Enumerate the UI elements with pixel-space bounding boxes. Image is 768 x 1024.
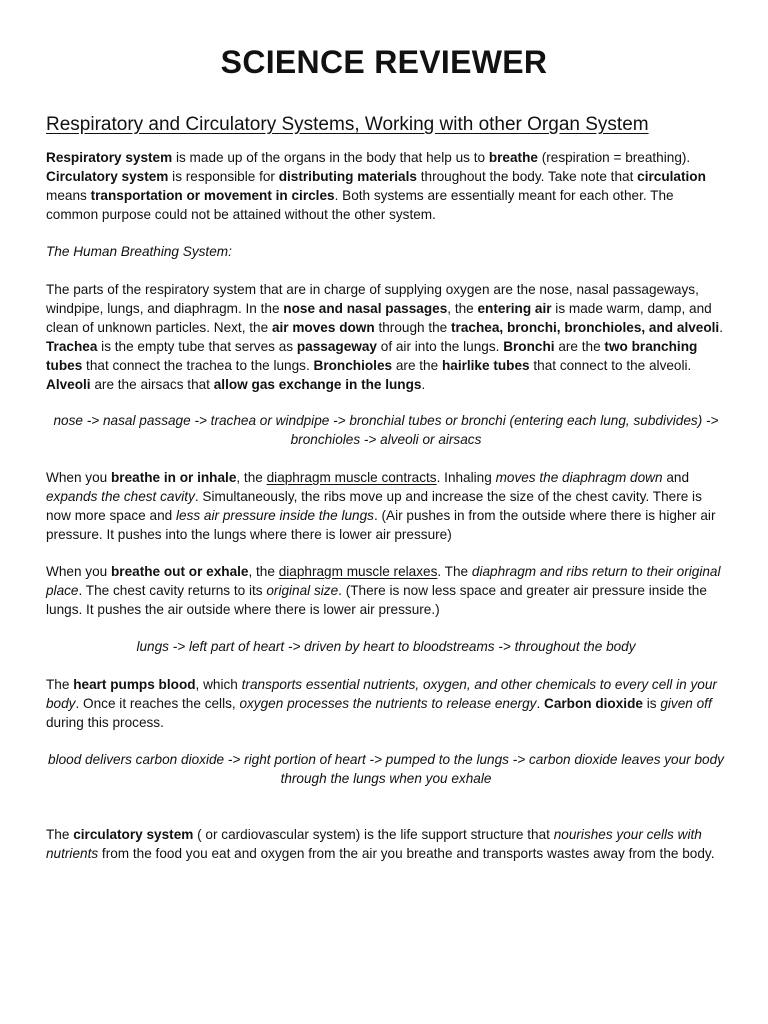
italic-text: original size xyxy=(266,583,339,598)
text-run: . The xyxy=(437,564,472,579)
text-run: . xyxy=(536,696,544,711)
carbon-dioxide-pathway-flow xyxy=(46,750,726,788)
bold-text: air moves down xyxy=(271,320,375,335)
text-run: is made up of the organs in the body that help us to xyxy=(172,150,489,165)
text-run: during this process. xyxy=(46,715,164,730)
text-run: of air into the lungs. xyxy=(376,339,504,354)
bold-text: entering air xyxy=(477,301,552,316)
text-run: . The chest cavity returns to its xyxy=(78,583,267,598)
air-pathway-flow xyxy=(46,411,726,449)
italic-text: given off xyxy=(660,696,712,711)
respiratory-parts-paragraph xyxy=(46,280,726,394)
text-run: and xyxy=(662,470,690,485)
text-run: from the food you eat and oxygen from the air you breathe and transports wastes away from the body. xyxy=(98,846,715,861)
bold-text: Carbon dioxide xyxy=(544,696,643,711)
text-run: means xyxy=(46,188,91,203)
italic-text: moves the diaphragm down xyxy=(495,470,663,485)
breathing-system-heading xyxy=(46,242,726,261)
text-run: is made warm, damp, and clean of unknown particles. Next, the xyxy=(46,301,712,335)
bold-text: breathe in or inhale xyxy=(110,470,237,485)
bold-text: trachea, bronchi, bronchioles, and alveoli xyxy=(451,320,720,335)
text-run: is xyxy=(642,696,661,711)
text-run: . Both systems are essentially meant for each other. The common purpose could not be attained without the other system. xyxy=(46,188,674,222)
text-run: When you xyxy=(46,564,111,579)
bold-text: breathe xyxy=(488,150,538,165)
text-run: . Once it reaches the cells, xyxy=(75,696,240,711)
bold-text: heart pumps blood xyxy=(73,677,196,692)
text-run: that connect the trachea to the lungs. xyxy=(82,358,314,373)
italic-text: nose -> nasal passage -> trachea or windpipe -> bronchial tubes or bronchi (entering each lung, subdivides) -> bronchioles -> alveoli or airsacs xyxy=(53,413,719,447)
text-run: , the xyxy=(248,564,279,579)
text-run: . xyxy=(719,320,723,335)
bold-text: Bronchioles xyxy=(313,358,393,373)
text-run: The xyxy=(46,677,74,692)
text-run: . Simultaneously, the ribs move up and increase the size of the chest cavity. There is now more space and xyxy=(46,489,702,523)
text-run: . xyxy=(421,377,426,392)
text-run: The parts of the respiratory system that are in charge of supplying oxygen are the nose, nasal passageways, windpipe, lungs, and diaphragm. In the xyxy=(46,282,699,316)
bold-text: breathe out or exhale xyxy=(110,564,249,579)
bold-text: Trachea xyxy=(46,339,98,354)
bold-text: two branching tubes xyxy=(46,339,698,373)
text-run: When you xyxy=(46,470,111,485)
text-run: is the empty tube that serves as xyxy=(97,339,297,354)
inhale-paragraph xyxy=(46,468,726,544)
italic-text: expands the chest cavity xyxy=(46,489,195,504)
bold-text: Respiratory system xyxy=(46,150,173,165)
text-run: , which xyxy=(195,677,242,692)
text-run: that connect to the alveoli. xyxy=(529,358,692,373)
italic-text: transports essential nutrients, oxygen, and other chemicals to every cell in your body xyxy=(46,677,717,711)
underlined-text: diaphragm muscle relaxes xyxy=(278,564,438,579)
oxygen-pathway-flow xyxy=(46,637,726,656)
bold-text: Alveoli xyxy=(46,377,91,392)
italic-text: less air pressure inside the lungs xyxy=(175,508,374,523)
bold-text: circulatory system xyxy=(73,827,194,842)
text-run: . (There is now less space and greater air pressure inside the lungs. It pushes the air outside where there is lower air pressure.) xyxy=(46,583,707,617)
bold-text: allow gas exchange in the lungs xyxy=(213,377,422,392)
text-run: throughout the body. Take note that xyxy=(416,169,638,184)
section-heading: Respiratory and Circulatory Systems, Working with other Organ System xyxy=(46,114,649,135)
bold-text: Circulatory system xyxy=(46,169,169,184)
text-run: . (Air pushes in from the outside where there is higher air pressure. It pushes into the lungs where there is lower air pressure) xyxy=(46,508,716,542)
text-run: (respiration = breathing). xyxy=(537,150,691,165)
text-run: , the xyxy=(236,470,267,485)
text-run: ( or cardiovascular system) is the life support structure that xyxy=(193,827,554,842)
italic-text: lungs -> left part of heart -> driven by heart to bloodstreams -> throughout the body xyxy=(136,639,636,654)
circulatory-paragraph xyxy=(46,825,726,863)
text-run: , the xyxy=(447,301,478,316)
italic-text: The Human Breathing System: xyxy=(46,244,232,259)
italic-text: oxygen processes the nutrients to release energy xyxy=(239,696,537,711)
bold-text: nose and nasal passages xyxy=(283,301,448,316)
bold-text: passageway xyxy=(296,339,377,354)
exhale-paragraph xyxy=(46,562,726,619)
text-run: The xyxy=(46,827,74,842)
bold-text: circulation xyxy=(637,169,706,184)
underlined-text: diaphragm muscle contracts xyxy=(266,470,437,485)
page-title: SCIENCE REVIEWER xyxy=(220,44,548,80)
bold-text: Bronchi xyxy=(503,339,555,354)
text-run: are the xyxy=(392,358,442,373)
italic-text: blood delivers carbon dioxide -> right portion of heart -> pumped to the lungs -> carbon dioxide leaves your body through the lungs when you exhale xyxy=(48,752,724,786)
text-run: are the xyxy=(554,339,605,354)
text-run: are the airsacs that xyxy=(90,377,214,392)
text-run: through the xyxy=(374,320,452,335)
bold-text: transportation or movement in circles xyxy=(90,188,335,203)
intro-paragraph xyxy=(46,148,726,224)
italic-text: diaphragm and ribs return to their original place xyxy=(46,564,721,598)
bold-text: distributing materials xyxy=(278,169,417,184)
text-run: . Inhaling xyxy=(436,470,496,485)
italic-text: nourishes your cells with nutrients xyxy=(46,827,702,861)
text-run: is responsible for xyxy=(168,169,279,184)
bold-text: hairlike tubes xyxy=(441,358,530,373)
heart-paragraph xyxy=(46,675,726,732)
